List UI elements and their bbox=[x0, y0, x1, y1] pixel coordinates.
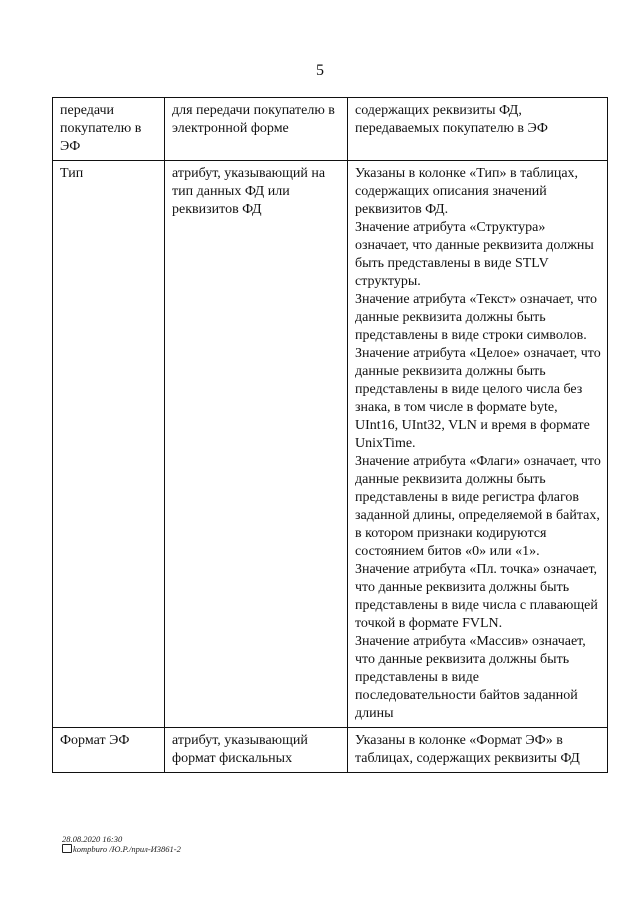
footer-file-path: kompburo /Ю.Р./прил-И3861-2 bbox=[73, 844, 181, 854]
table-row bbox=[53, 98, 608, 161]
table-cell-description: атрибут, указывающий формат фискальных bbox=[165, 728, 348, 773]
note-paragraph: Значение атрибута «Текст» означает, что данные реквизита должны быть представлены в виде строки символов. bbox=[355, 292, 598, 343]
page-number: 5 bbox=[316, 62, 324, 79]
table-cell-name: Формат ЭФ bbox=[53, 728, 165, 773]
note-paragraph: Значение атрибута «Флаги» означает, что данные реквизита должны быть представлены в виде регистра флагов заданной длины, определяемой в байтах, в котором признаки кодируются состоянием битов «0» или «1». bbox=[355, 454, 601, 559]
note-paragraph: содержащих реквизиты ФД, передаваемых покупателю в ЭФ bbox=[355, 103, 548, 136]
file-icon bbox=[62, 844, 72, 853]
note-paragraph: Значение атрибута «Массив» означает, что данные реквизита должны быть представлены в виде последовательности байтов заданной длины bbox=[355, 634, 586, 721]
table-row bbox=[53, 161, 608, 728]
table-cell-name: Тип bbox=[53, 161, 165, 728]
table-cell-notes bbox=[348, 161, 608, 728]
note-paragraph: Значение атрибута «Пл. точка» означает, что данные реквизита должны быть представлены в виде числа с плавающей точкой в формате FVLN. bbox=[355, 562, 598, 631]
note-paragraph: Значение атрибута «Структура» означает, что данные реквизита должны быть представлены в виде STLV структуры. bbox=[355, 220, 594, 289]
note-paragraph: Указаны в колонке «Формат ЭФ» в таблицах, содержащих реквизиты ФД bbox=[355, 733, 580, 766]
table-cell-notes bbox=[348, 728, 608, 773]
note-paragraph: Значение атрибута «Целое» означает, что данные реквизита должны быть представлены в виде целого числа без знака, в том числе в формате byte, UInt16, UInt32, VLN и время в формате UnixTime. bbox=[355, 346, 601, 451]
note-paragraph: Указаны в колонке «Тип» в таблицах, содержащих описания значений реквизитов ФД. bbox=[355, 166, 579, 217]
table-row bbox=[53, 728, 608, 773]
table-cell-notes bbox=[348, 98, 608, 161]
footer-timestamp: 28.08.2020 16:30 bbox=[62, 834, 123, 844]
table-cell-name: передачи покупателю в ЭФ bbox=[53, 98, 165, 161]
requisites-table bbox=[52, 97, 608, 773]
table-cell-description: для передачи покупателю в электронной форме bbox=[165, 98, 348, 161]
document-footer bbox=[62, 834, 181, 854]
footer-file-ref bbox=[62, 844, 181, 854]
table-cell-description: атрибут, указывающий на тип данных ФД или реквизитов ФД bbox=[165, 161, 348, 728]
